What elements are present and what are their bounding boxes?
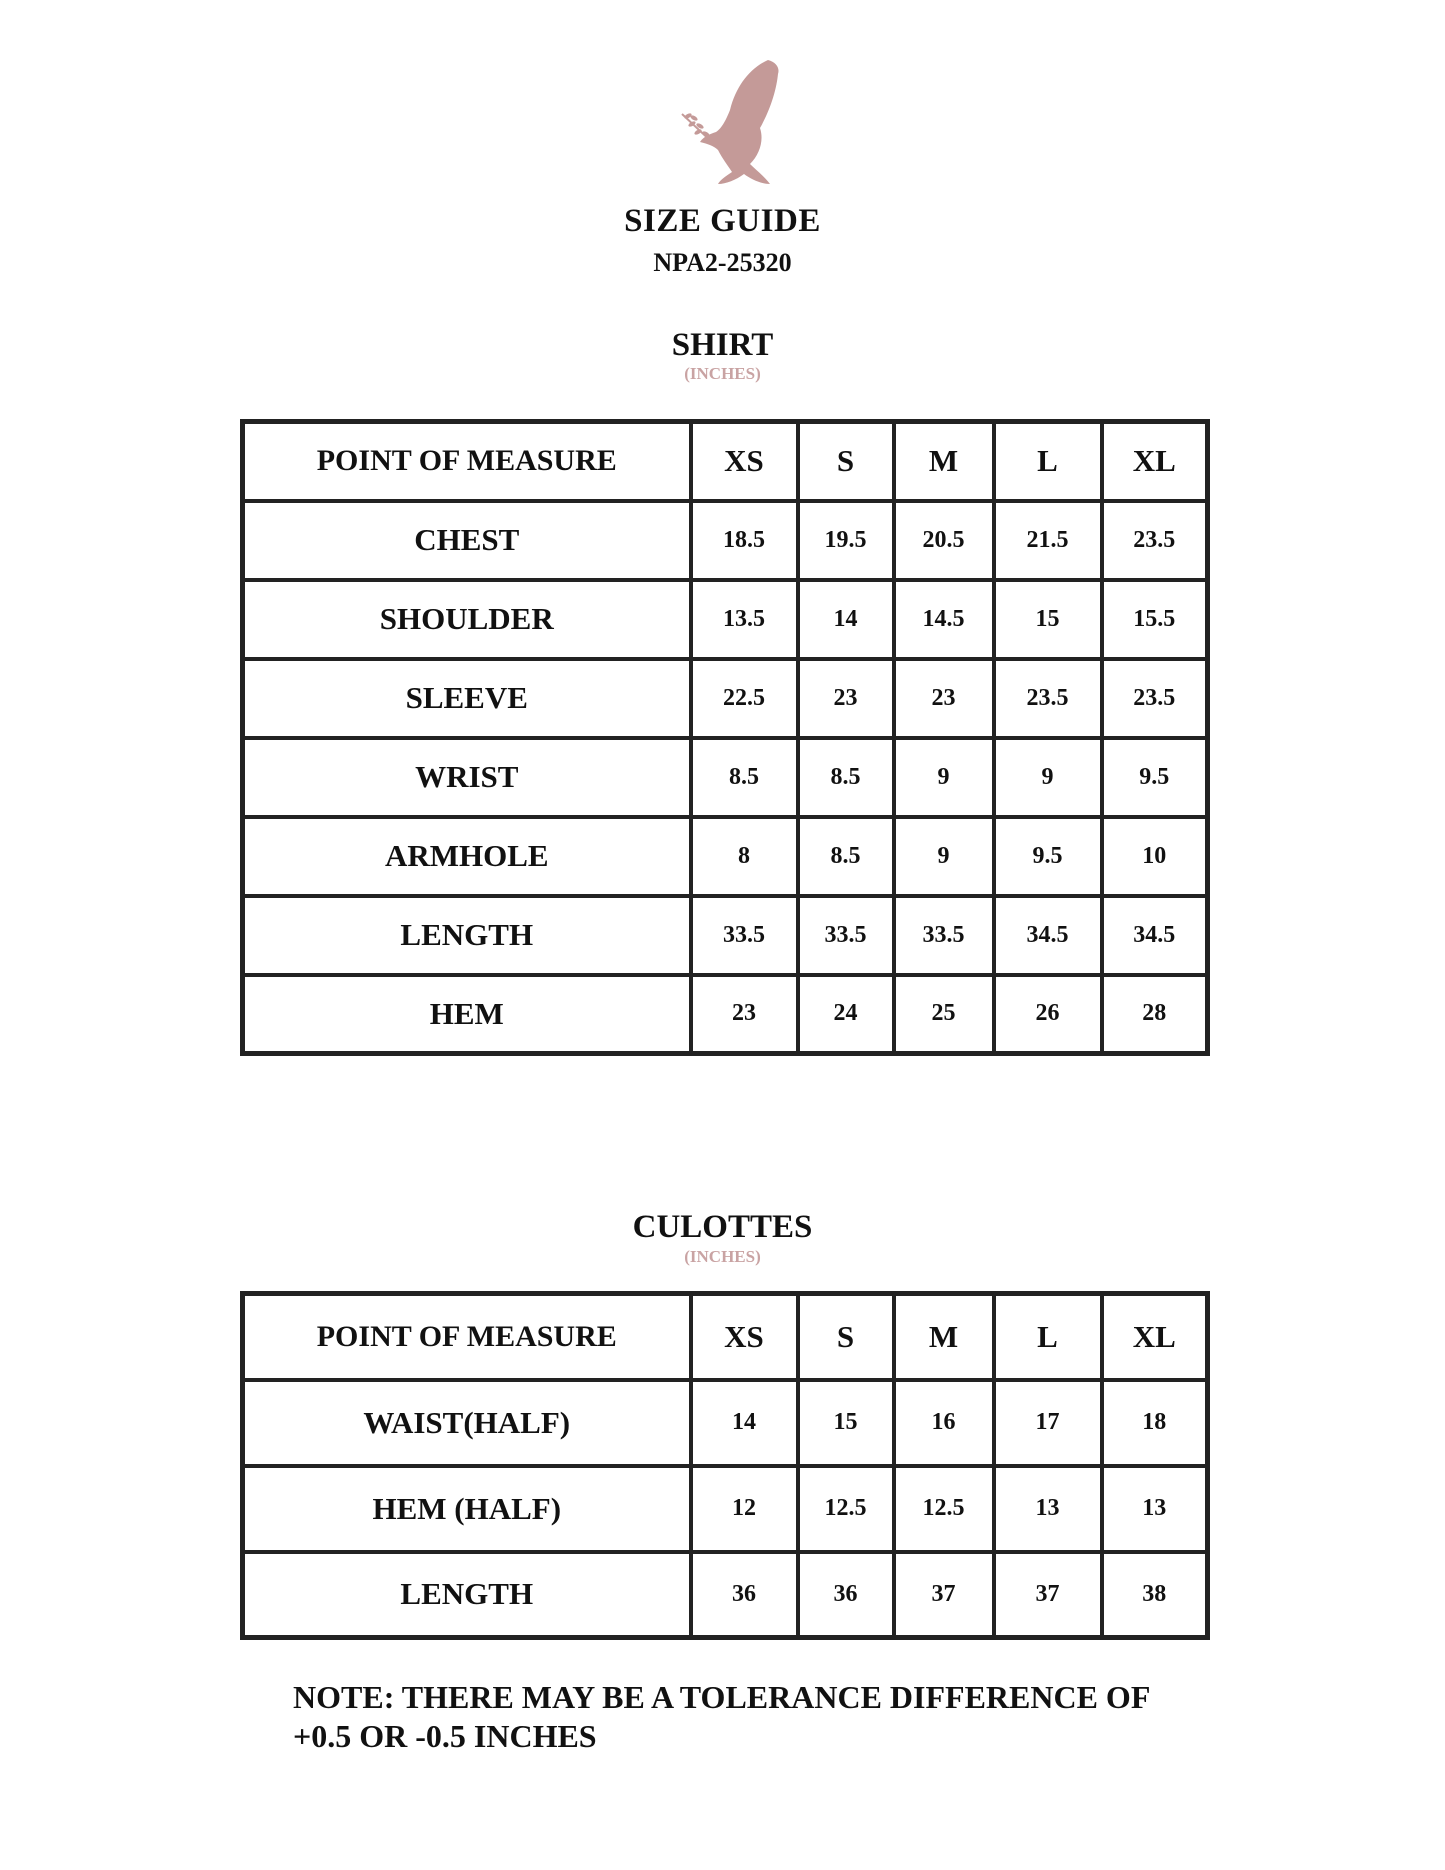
measure-value: 12 xyxy=(691,1466,798,1552)
measure-label: LENGTH xyxy=(243,1552,691,1638)
measure-label: HEM xyxy=(243,975,691,1054)
shirt-table-body xyxy=(243,422,1208,1054)
table-row xyxy=(243,1552,1208,1638)
measure-value: 18.5 xyxy=(691,501,798,580)
table-row xyxy=(243,896,1208,975)
header-size: L xyxy=(994,1294,1102,1380)
measure-value: 13.5 xyxy=(691,580,798,659)
measure-value: 9 xyxy=(894,817,994,896)
measure-label: LENGTH xyxy=(243,896,691,975)
note-line-2: +0.5 OR -0.5 INCHES xyxy=(293,1718,597,1754)
measure-value: 23 xyxy=(798,659,894,738)
measure-value: 8.5 xyxy=(798,738,894,817)
measure-value: 15 xyxy=(994,580,1102,659)
culottes-section-title: CULOTTES xyxy=(632,1209,813,1245)
culottes-size-table xyxy=(240,1291,1210,1640)
measure-value: 23 xyxy=(691,975,798,1054)
header-size: XL xyxy=(1102,1294,1208,1380)
header-point-of-measure: POINT OF MEASURE xyxy=(243,422,691,501)
table-row xyxy=(243,738,1208,817)
table-row xyxy=(243,1380,1208,1466)
measure-label: WRIST xyxy=(243,738,691,817)
measure-value: 15 xyxy=(798,1380,894,1466)
measure-value: 13 xyxy=(1102,1466,1208,1552)
measure-value: 23.5 xyxy=(1102,659,1208,738)
measure-value: 28 xyxy=(1102,975,1208,1054)
measure-value: 23 xyxy=(894,659,994,738)
measure-label: HEM (HALF) xyxy=(243,1466,691,1552)
measure-value: 16 xyxy=(894,1380,994,1466)
measure-value: 13 xyxy=(994,1466,1102,1552)
culottes-table-body xyxy=(243,1294,1208,1638)
measure-value: 12.5 xyxy=(894,1466,994,1552)
table-row xyxy=(243,817,1208,896)
measure-value: 9.5 xyxy=(1102,738,1208,817)
header-size: M xyxy=(894,422,994,501)
measure-value: 33.5 xyxy=(798,896,894,975)
measure-value: 33.5 xyxy=(894,896,994,975)
measure-value: 8.5 xyxy=(691,738,798,817)
header-size: XS xyxy=(691,1294,798,1380)
measure-value: 21.5 xyxy=(994,501,1102,580)
dove-logo-icon xyxy=(680,58,790,188)
measure-label: WAIST(HALF) xyxy=(243,1380,691,1466)
measure-value: 22.5 xyxy=(691,659,798,738)
measure-value: 23.5 xyxy=(1102,501,1208,580)
header-size: S xyxy=(798,1294,894,1380)
measure-value: 9.5 xyxy=(994,817,1102,896)
table-row xyxy=(243,580,1208,659)
measure-value: 36 xyxy=(691,1552,798,1638)
table-header-row xyxy=(243,422,1208,501)
measure-value: 19.5 xyxy=(798,501,894,580)
measure-value: 14.5 xyxy=(894,580,994,659)
measure-value: 14 xyxy=(798,580,894,659)
measure-value: 38 xyxy=(1102,1552,1208,1638)
measure-value: 12.5 xyxy=(798,1466,894,1552)
measure-value: 34.5 xyxy=(1102,896,1208,975)
header-size: M xyxy=(894,1294,994,1380)
measure-label: CHEST xyxy=(243,501,691,580)
table-row xyxy=(243,501,1208,580)
measure-value: 34.5 xyxy=(994,896,1102,975)
culottes-unit-label: (INCHES) xyxy=(684,1247,761,1266)
measure-value: 14 xyxy=(691,1380,798,1466)
shirt-unit-label: (INCHES) xyxy=(684,364,761,383)
measure-value: 9 xyxy=(994,738,1102,817)
measure-value: 24 xyxy=(798,975,894,1054)
measure-value: 33.5 xyxy=(691,896,798,975)
page-title: SIZE GUIDE xyxy=(624,203,821,239)
header-size: XL xyxy=(1102,422,1208,501)
measure-value: 18 xyxy=(1102,1380,1208,1466)
product-code: NPA2-25320 xyxy=(653,248,792,277)
measure-label: SHOULDER xyxy=(243,580,691,659)
measure-value: 15.5 xyxy=(1102,580,1208,659)
measure-label: ARMHOLE xyxy=(243,817,691,896)
note-line-1: NOTE: THERE MAY BE A TOLERANCE DIFFERENCE OF xyxy=(293,1679,1151,1715)
tolerance-note xyxy=(293,1678,1193,1756)
header-size: L xyxy=(994,422,1102,501)
table-row xyxy=(243,1466,1208,1552)
measure-value: 9 xyxy=(894,738,994,817)
measure-value: 8.5 xyxy=(798,817,894,896)
measure-value: 26 xyxy=(994,975,1102,1054)
measure-value: 8 xyxy=(691,817,798,896)
table-row xyxy=(243,975,1208,1054)
measure-value: 23.5 xyxy=(994,659,1102,738)
table-row xyxy=(243,659,1208,738)
header-point-of-measure: POINT OF MEASURE xyxy=(243,1294,691,1380)
shirt-size-table xyxy=(240,419,1210,1056)
table-header-row xyxy=(243,1294,1208,1380)
measure-value: 25 xyxy=(894,975,994,1054)
shirt-section-title: SHIRT xyxy=(671,327,774,363)
measure-value: 37 xyxy=(994,1552,1102,1638)
measure-value: 36 xyxy=(798,1552,894,1638)
header-size: XS xyxy=(691,422,798,501)
header-size: S xyxy=(798,422,894,501)
measure-label: SLEEVE xyxy=(243,659,691,738)
measure-value: 10 xyxy=(1102,817,1208,896)
measure-value: 20.5 xyxy=(894,501,994,580)
measure-value: 17 xyxy=(994,1380,1102,1466)
measure-value: 37 xyxy=(894,1552,994,1638)
